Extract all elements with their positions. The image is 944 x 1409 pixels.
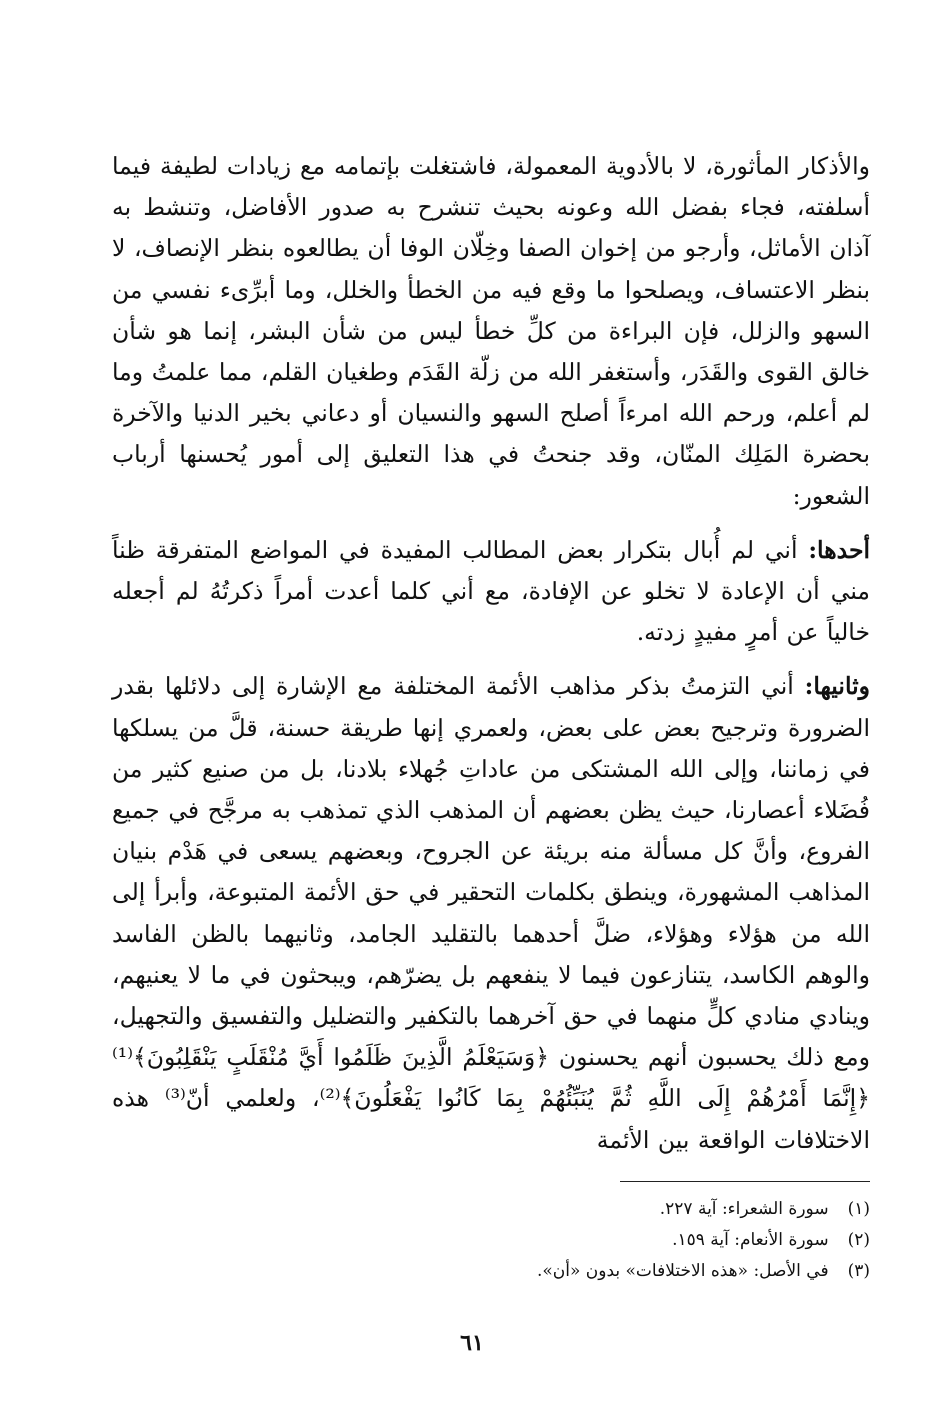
footnotes [330, 1194, 870, 1287]
footnote-item [330, 1256, 870, 1287]
footnote-item [330, 1194, 870, 1225]
first-point-body: أني لم أُبال بتكرار بعض المطالب المفيدة في المواضع المتفرقة ظناً مني أن الإعادة لا تخلو عن الإفادة، مع أني كلما أعدت أمراً ذكرتُهُ لم أجعله خالياً عن أمرٍ مفيدٍ زدته. [112, 535, 870, 647]
footnote-number: (٢) [847, 1230, 870, 1250]
intro-paragraph [112, 146, 870, 517]
second-point-body: أني التزمتُ بذكر مذاهب الأئمة المختلفة مع الإشارة إلى دلائلها بقدر الضرورة وترجيح بعض على بعض، ولعمري إنها طريقة حسنة، قلَّ من يسلكها في زماننا، وإلى الله المشتكى من عاداتِ جُهلاء بلادنا، بل من صنيع كثير من فُضَلاء أعصارنا، حيث يظن بعضهم أن المذهب الذي تمذهب به مرجَّح في جميع الفروع، وأنَّ كل مسألة منه بريئة عن الجروح، وبعضهم يسعى في هَدْم بنيان المذاهب المشهورة، وينطق بكلمات التحقير في حق الأئمة المتبوعة، وأبرأ إلى الله من هؤلاء وهؤلاء، ضلَّ أحدهما بالتقليد الجامد، وثانيهما بالظن الفاسد والوهم الكاسد، يتنازعون فيما لا ينفعهم بل يضرّهم، ويبحثون في ما لا يعنيهم، وينادي منادي كلٍّ منهما في حق آخرهما بالتكفير والتضليل والتفسيق والتجهيل، ومع ذلك يحسبون أنهم يحسنون ﴿وَسَيَعْلَمُ الَّذِينَ ظَلَمُوا أَيَّ مُنْقَلَبٍ يَنْقَلِبُونَ﴾⁽¹⁾ ﴿إِنَّمَا أَمْرُهُمْ إِلَى اللَّهِ ثُمَّ يُنَبِّئُهُمْ بِمَا كَانُوا يَفْعَلُونَ﴾⁽²⁾، ولعلمي أنّ⁽³⁾ هذه الاختلافات الواقعة بين الأئمة [112, 672, 870, 1154]
second-point-lead: وثانيها: [804, 672, 870, 701]
first-point-paragraph [112, 530, 870, 654]
footnote-number: (٣) [847, 1261, 870, 1281]
footnote-item [330, 1225, 870, 1256]
intro-text: والأذكار المأثورة، لا بالأدوية المعمولة، فاشتغلت بإتمامه مع زيادات لطيفة فيما أسلفته، فجاء بفضل الله وعونه بحيث تنشرح به صدور الأفاضل، وتنشط به آذان الأماثل، وأرجو من إخوان الصفا وخِلّان الوفا أن يطالعوه بنظر الإنصاف، لا بنظر الاعتساف، ويصلحوا ما وقع فيه من الخطأ والخلل، وما أبرِّىء نفسي من السهو والزلل، فإن البراءة من كلِّ خطأ ليس من شأن البشر، إنما هو شأن خالق القوى والقَدَر، وأستغفر الله من زلّة القَدَم وطغيان القلم، مما علمتُ وما لم أعلم، ورحم الله امرءاً أصلح السهو والنسيان أو دعاني بخير الدنيا والآخرة بحضرة المَلِك المنّان، وقد جنحتُ في هذا التعليق إلى أمور يُحسنها أرباب الشعور: [112, 152, 870, 510]
first-point-lead: أحدها: [808, 535, 870, 564]
main-text-block [112, 146, 870, 1161]
footnote-number: (١) [847, 1199, 870, 1219]
page-number: ٦١ [460, 1330, 484, 1356]
footnote-separator [620, 1181, 870, 1182]
second-point-paragraph [112, 666, 870, 1160]
footnote-text: سورة الشعراء: آية ٢٢٧. [659, 1199, 829, 1219]
footnote-text: في الأصل: «هذه الاختلافات» بدون «أن». [536, 1261, 829, 1281]
footnote-text: سورة الأنعام: آية ١٥٩. [672, 1230, 829, 1250]
